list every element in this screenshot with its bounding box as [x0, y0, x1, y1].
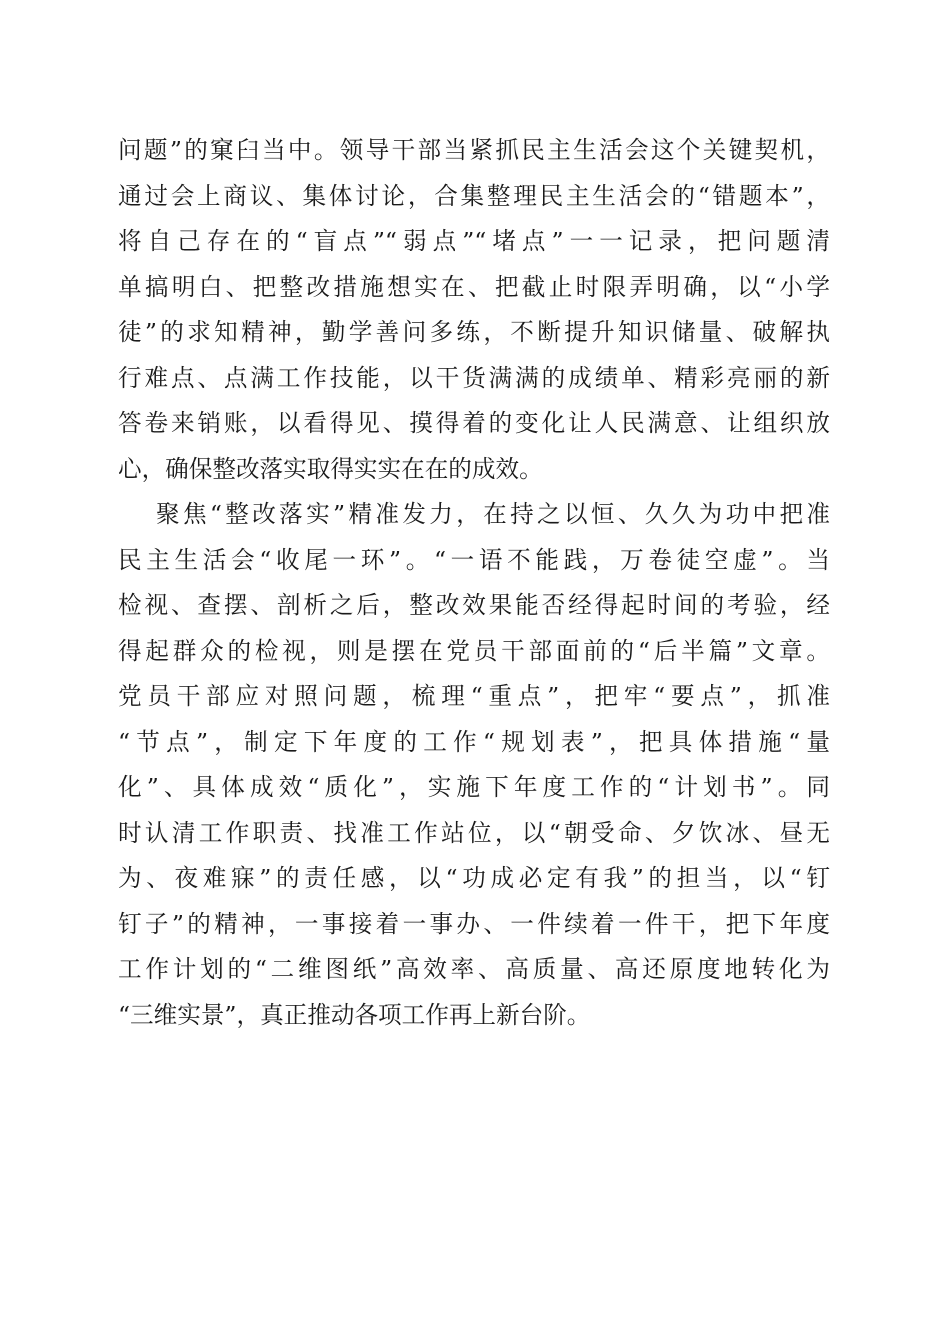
text-line: 答卷来销账，以看得见、摸得着的变化让人民满意、让组织放	[118, 409, 830, 437]
text-line: 聚焦“整改落实”精准发力，在持之以恒、久久为功中把准	[156, 500, 830, 528]
text-line: 问题”的窠臼当中。领导干部当紧抓民主生活会这个关键契机，	[118, 136, 830, 164]
text-line: “节点”，制定下年度的工作“规划表”，把具体措施“量	[118, 727, 830, 756]
paragraph-2	[118, 492, 830, 1038]
text-line: 党员干部应对照问题，梳理“重点”，把牢“要点”，抓准	[118, 682, 830, 710]
text-line: 为、夜难寐”的责任感，以“功成必定有我”的担当，以“钉	[118, 864, 830, 892]
text-line: 时认清工作职责、找准工作站位，以“朝受命、夕饮冰、昼无	[118, 818, 830, 847]
text-line: 心，确保整改落实取得实实在在的成效。	[118, 454, 543, 483]
text-line: 单搞明白、把整改措施想实在、把截止时限弄明确，以“小学	[118, 272, 830, 301]
text-line: 得起群众的检视，则是摆在党员干部面前的“后半篇”文章。	[118, 636, 830, 665]
text-line: “三维实景”，真正推动各项工作再上新台阶。	[118, 1000, 591, 1029]
paragraph-1	[118, 128, 830, 492]
text-line: 钉子”的精神，一事接着一事办、一件续着一件干，把下年度	[118, 909, 830, 938]
text-line: 将自己存在的“盲点”“弱点”“堵点”一一记录，把问题清	[118, 227, 830, 255]
text-line: 徒”的求知精神，勤学善问多练，不断提升知识储量、破解执	[118, 318, 830, 346]
document-body	[118, 128, 830, 1038]
text-line: 工作计划的“二维图纸”高效率、高质量、高还原度地转化为	[118, 955, 830, 983]
text-line: 民主生活会“收尾一环”。“一语不能践，万卷徒空虚”。当	[118, 545, 830, 574]
text-line: 通过会上商议、集体讨论，合集整理民主生活会的“错题本”，	[118, 181, 830, 210]
text-line: 化”、具体成效“质化”，实施下年度工作的“计划书”。同	[118, 773, 830, 801]
text-line: 检视、查摆、剖析之后，整改效果能否经得起时间的考验，经	[118, 591, 830, 619]
text-line: 行难点、点满工作技能，以干货满满的成绩单、精彩亮丽的新	[118, 363, 830, 392]
